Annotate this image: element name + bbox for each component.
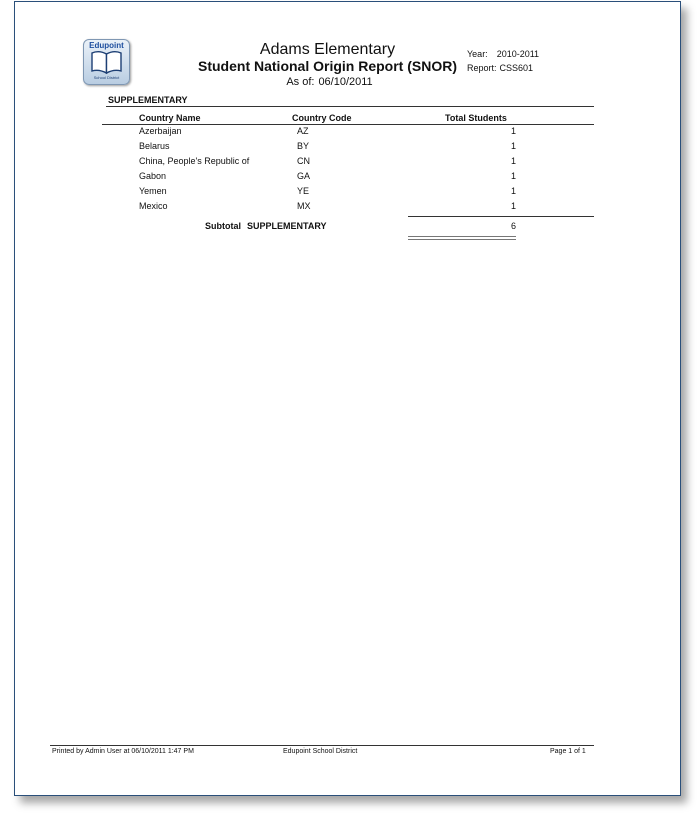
subtotal-value: 6 (510, 221, 516, 231)
school-name: Adams Elementary (259, 41, 396, 58)
total-students-cell: 1 (510, 201, 516, 211)
footer-page-number: Page 1 of 1 (550, 748, 586, 755)
total-students-cell: 1 (510, 141, 516, 151)
column-header-country-name: Country Name (139, 113, 201, 123)
open-book-icon (91, 50, 122, 74)
subtotal-double-underline (408, 236, 516, 240)
header-divider (102, 124, 594, 125)
report-value: CSS601 (499, 63, 534, 73)
country-code-cell: BY (297, 141, 310, 151)
subtotal-label (205, 221, 327, 231)
table-row (15, 141, 680, 155)
report-title: Student National Origin Report (SNOR) (198, 58, 457, 74)
logo-subtitle: School District (93, 75, 120, 80)
report-page (14, 1, 681, 796)
column-header-country-code: Country Code (292, 113, 352, 123)
total-students-cell: 1 (510, 156, 516, 166)
country-name-cell: Mexico (139, 201, 168, 211)
country-code-cell: AZ (297, 126, 309, 136)
subtotal-divider (408, 216, 594, 217)
footer-divider (50, 745, 594, 746)
report-label: Report: (467, 63, 497, 73)
subtotal-word: Subtotal (205, 221, 241, 231)
section-title: SUPPLEMENTARY (108, 95, 188, 105)
table-row (15, 201, 680, 215)
subtotal-section-name: SUPPLEMENTARY (247, 221, 327, 231)
country-name-cell: Belarus (139, 141, 170, 151)
country-name-cell: China, People's Republic of (139, 156, 250, 166)
as-of-line (235, 76, 420, 88)
total-students-cell: 1 (510, 126, 516, 136)
country-code-cell: MX (297, 201, 311, 211)
footer-printed-by: Printed by Admin User at 06/10/2011 1:47 PM (52, 748, 194, 755)
year-label: Year: (467, 49, 488, 59)
country-name-cell: Azerbaijan (139, 126, 182, 136)
logo-brand-text: Edupoint (89, 41, 124, 50)
column-header-total-students: Total Students (445, 113, 507, 123)
year-value: 2010-2011 (496, 49, 540, 59)
report-id-field (467, 63, 533, 73)
table-row (15, 126, 680, 140)
country-code-cell: YE (297, 186, 310, 196)
as-of-date: 06/10/2011 (318, 76, 373, 88)
total-students-cell: 1 (510, 186, 516, 196)
table-row (15, 156, 680, 170)
country-name-cell: Gabon (139, 171, 167, 181)
year-field (467, 49, 539, 59)
as-of-label: As of: (286, 76, 315, 88)
table-row (15, 186, 680, 200)
country-code-cell: CN (297, 156, 310, 166)
country-name-cell: Yemen (139, 186, 167, 196)
footer-district: Edupoint School District (283, 748, 358, 755)
total-students-cell: 1 (510, 171, 516, 181)
section-divider (106, 106, 594, 107)
district-logo (83, 39, 130, 85)
table-row (15, 171, 680, 185)
country-code-cell: GA (297, 171, 311, 181)
